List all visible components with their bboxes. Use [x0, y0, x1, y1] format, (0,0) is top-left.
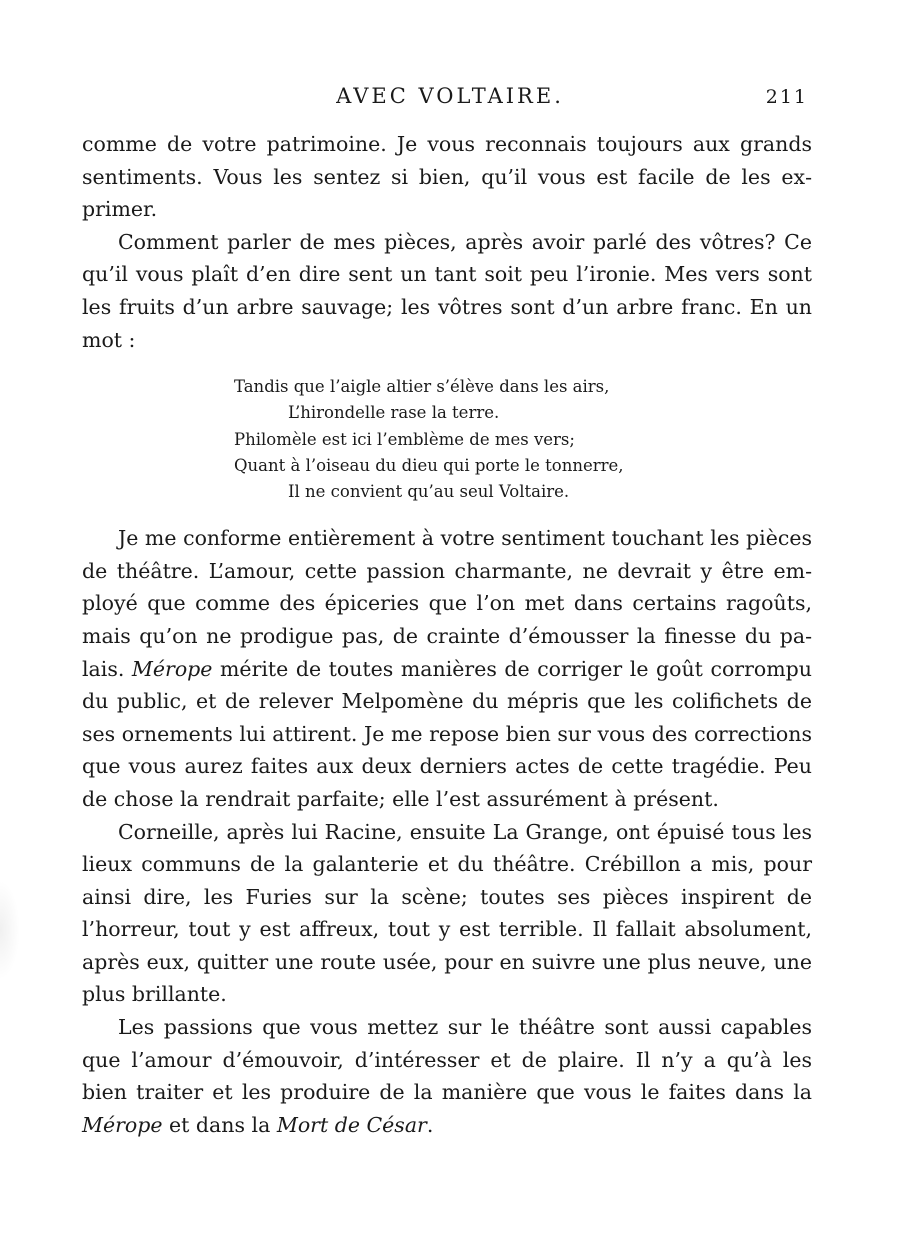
text-segment: Les passions que vous mettez sur le théâtre sont aussi capables que l’amour d’émouvoir, d’intéresser et de plaire. Il n’y a qu’à les bien traiter et les produire de la manière que vous le faites dans la	[82, 1015, 812, 1105]
text-segment: et dans la	[162, 1112, 277, 1137]
page-margin-shadow	[0, 880, 20, 980]
italic-title: Mérope	[82, 1112, 163, 1137]
text-segment: .	[426, 1112, 434, 1137]
running-head	[0, 84, 900, 114]
verse-line: Il ne convient qu’au seul Voltaire.	[288, 481, 570, 501]
paragraph	[82, 128, 812, 226]
text-segment: comme de votre patrimoine. Je vous reconnais toujours aux grands sentiments. Vous les sentez si bien, qu’il vous est facile de les exprimer.	[82, 132, 812, 222]
verse-quotation	[234, 374, 812, 505]
italic-title: Mort de César	[276, 1112, 427, 1137]
verse-line: Philomèle est ici l’emblème de mes vers;	[234, 429, 575, 449]
text-segment: Je me conforme entièrement à votre sentiment touchant les pièces de théâtre. L’amour, cette passion charmante, ne devrait y être employé que comme des épiceries que l’on met dans certains ragoûts, mais qu’on ne prodigue pas, de crainte d’émousser la finesse du palais.	[82, 526, 812, 681]
verse-line: Quant à l’oiseau du dieu qui porte le tonnerre,	[234, 455, 624, 475]
page-number: 211	[765, 86, 808, 108]
text-segment: Comment parler de mes pièces, après avoir parlé des vôtres? Ce qu’il vous plaît d’en dire sent un tant soit peu l’ironie. Mes vers sont les fruits d’un arbre sauvage; les vôtres sont d’un arbre franc. En un mot :	[82, 229, 812, 352]
paragraph	[82, 1011, 812, 1141]
verse-line: L’hirondelle rase la terre.	[288, 403, 500, 423]
italic-title: Mérope	[131, 656, 213, 681]
body-text	[82, 128, 812, 1141]
paragraph	[82, 226, 812, 356]
verse-line: Tandis que l’aigle altier s’élève dans les airs,	[234, 377, 610, 397]
paragraph	[82, 816, 812, 1012]
paragraph	[82, 522, 812, 815]
text-segment: mérite de toutes manières de corriger le goût corrompu du public, et de relever Melpomène du mépris que les colifichets de ses ornements lui attirent. Je me repose bien sur vous des corrections que vous aurez faites aux deux derniers actes de cette tragédie. Peu de chose la rendrait parfaite; elle l’est assurément à présent.	[82, 656, 812, 811]
running-title: AVEC VOLTAIRE.	[336, 84, 564, 108]
text-segment: Corneille, après lui Racine, ensuite La Grange, ont épuisé tous les lieux communs de la galanterie et du théâtre. Crébillon a mis, pour ainsi dire, les Furies sur la scène; toutes ses pièces inspirent de l’horreur, tout y est affreux, tout y est terrible. Il fallait absolument, après eux, quitter une route usée, pour en suivre une plus neuve, une plus brillante.	[82, 819, 812, 1007]
